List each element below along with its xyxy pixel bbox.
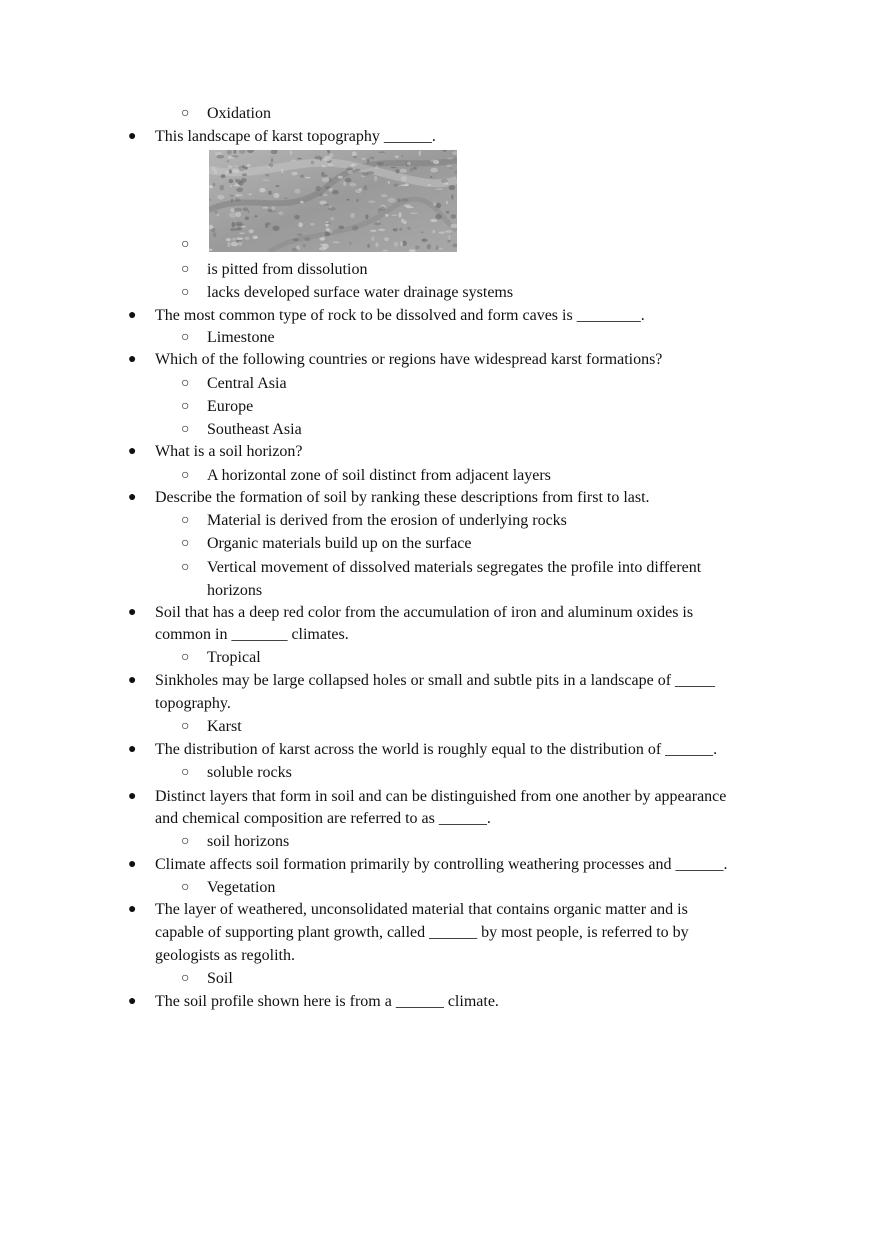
karst-pit bbox=[350, 213, 355, 218]
karst-pit bbox=[234, 208, 242, 211]
karst-pit bbox=[401, 218, 404, 223]
karst-pit bbox=[271, 158, 273, 163]
karst-pit bbox=[230, 228, 238, 231]
karst-pit bbox=[394, 242, 399, 247]
karst-pit bbox=[347, 199, 350, 201]
karst-pit bbox=[235, 222, 242, 227]
karst-pit bbox=[419, 151, 421, 156]
karst-pit bbox=[383, 250, 388, 252]
question-text: This landscape of karst topography ______. bbox=[155, 128, 436, 145]
answer-text: Vertical movement of dissolved materials segregates the profile into different bbox=[207, 559, 702, 576]
karst-pit bbox=[364, 185, 368, 190]
karst-pit bbox=[451, 214, 457, 219]
karst-pit bbox=[328, 163, 334, 166]
karst-pit bbox=[230, 195, 234, 197]
karst-pit bbox=[421, 239, 427, 242]
karst-pit bbox=[262, 207, 268, 209]
karst-pit bbox=[371, 236, 374, 241]
sub-bullet: ○ bbox=[181, 765, 190, 780]
karst-pit bbox=[362, 158, 366, 160]
karst-pit bbox=[338, 225, 344, 229]
karst-pit bbox=[235, 179, 237, 183]
karst-pit bbox=[242, 226, 246, 228]
karst-pit bbox=[352, 226, 358, 231]
karst-pit bbox=[407, 162, 411, 165]
karst-pit bbox=[367, 159, 370, 163]
karst-pit bbox=[436, 245, 439, 250]
karst-pit bbox=[332, 190, 339, 195]
karst-pit bbox=[430, 219, 437, 222]
karst-pit bbox=[343, 181, 346, 186]
sub-bullet: ○ bbox=[181, 237, 190, 252]
karst-pit bbox=[388, 198, 396, 203]
karst-pit bbox=[234, 165, 237, 167]
sub-bullet: ○ bbox=[181, 106, 190, 121]
sub-bullet: ○ bbox=[181, 834, 190, 849]
karst-pit bbox=[338, 176, 343, 179]
karst-pit bbox=[227, 242, 230, 247]
karst-pit bbox=[329, 178, 331, 182]
karst-pit bbox=[446, 201, 448, 204]
karst-pit bbox=[296, 246, 300, 250]
answer-text: Oxidation bbox=[207, 105, 271, 122]
sub-bullet: ○ bbox=[181, 560, 190, 575]
karst-pit bbox=[253, 236, 258, 240]
sub-bullet: ○ bbox=[181, 513, 190, 528]
karst-pit bbox=[388, 181, 390, 185]
karst-pit bbox=[427, 244, 431, 249]
question-text-cont: and chemical composition are referred to as ______. bbox=[155, 810, 491, 827]
question-text: The layer of weathered, unconsolidated material that contains organic matter and is bbox=[155, 901, 688, 918]
karst-pit bbox=[367, 244, 370, 248]
karst-pit bbox=[370, 230, 377, 232]
answer-text: Karst bbox=[207, 718, 242, 735]
karst-pit bbox=[245, 237, 250, 240]
answer-text: A horizontal zone of soil distinct from adjacent layers bbox=[207, 467, 551, 484]
karst-pit bbox=[271, 206, 275, 211]
karst-pit bbox=[229, 169, 232, 173]
karst-pit bbox=[399, 228, 402, 231]
question-text-cont: capable of supporting plant growth, called ______ by most people, is referred to by bbox=[155, 924, 689, 941]
question-text: What is a soil horizon? bbox=[155, 443, 303, 460]
karst-pit bbox=[435, 214, 442, 220]
karst-pit bbox=[225, 171, 228, 175]
karst-pit bbox=[231, 208, 235, 212]
sub-bullet: ○ bbox=[181, 376, 190, 391]
karst-pit bbox=[272, 226, 279, 231]
karst-pit bbox=[366, 171, 374, 174]
karst-pit bbox=[213, 183, 216, 187]
karst-pit bbox=[235, 194, 243, 196]
karst-pit bbox=[433, 160, 439, 164]
karst-pit bbox=[449, 185, 455, 190]
karst-pit bbox=[375, 243, 378, 248]
question-text: Sinkholes may be large collapsed holes or small and subtle pits in a landscape of _____ bbox=[155, 672, 716, 689]
karst-pit bbox=[436, 188, 444, 190]
karst-pit bbox=[451, 195, 453, 200]
question-text-cont: common in _______ climates. bbox=[155, 626, 349, 643]
karst-pit bbox=[221, 174, 226, 178]
karst-pit bbox=[284, 197, 287, 199]
karst-pit bbox=[297, 234, 302, 236]
karst-pit bbox=[239, 233, 245, 235]
karst-pit bbox=[400, 241, 403, 246]
karst-pit bbox=[311, 161, 315, 165]
karst-pit bbox=[281, 169, 283, 173]
answer-text: Southeast Asia bbox=[207, 421, 302, 438]
sub-bullet: ○ bbox=[181, 536, 190, 551]
sub-bullet: ○ bbox=[181, 719, 190, 734]
karst-pit bbox=[226, 238, 232, 241]
answer-text: lacks developed surface water drainage systems bbox=[207, 284, 514, 301]
answer-text-cont: horizons bbox=[207, 582, 263, 599]
karst-pit bbox=[236, 212, 242, 217]
karst-pit bbox=[237, 227, 242, 230]
karst-pit bbox=[400, 184, 408, 186]
sub-bullet: ○ bbox=[181, 971, 190, 986]
karst-pit bbox=[233, 169, 240, 173]
karst-pit bbox=[349, 183, 356, 187]
sub-bullet: ○ bbox=[181, 880, 190, 895]
bullet: ● bbox=[128, 129, 137, 144]
karst-pit bbox=[294, 215, 299, 220]
karst-pit bbox=[231, 199, 233, 203]
karst-pit bbox=[247, 210, 249, 214]
sub-bullet: ○ bbox=[181, 262, 190, 277]
karst-pit bbox=[231, 242, 238, 247]
karst-pit bbox=[232, 222, 236, 227]
karst-pit bbox=[320, 244, 326, 246]
karst-pit bbox=[401, 176, 407, 181]
karst-pit bbox=[407, 227, 410, 231]
bullet: ● bbox=[128, 444, 137, 459]
bullet: ● bbox=[128, 902, 137, 917]
karst-pit bbox=[217, 155, 225, 159]
karst-pit bbox=[236, 194, 238, 196]
karst-pit bbox=[300, 201, 304, 204]
karst-pit bbox=[278, 211, 283, 215]
karst-pit bbox=[398, 198, 401, 202]
karst-pit bbox=[447, 158, 454, 160]
karst-pit bbox=[290, 151, 292, 156]
karst-pit bbox=[249, 193, 252, 195]
karst-pit bbox=[359, 188, 362, 190]
karst-pit bbox=[430, 176, 432, 178]
question-text: Distinct layers that form in soil and can be distinguished from one another by appearance bbox=[155, 788, 727, 805]
karst-landscape-image bbox=[209, 150, 457, 252]
karst-pit bbox=[265, 174, 269, 177]
karst-pit bbox=[303, 244, 306, 248]
karst-pit bbox=[441, 179, 448, 183]
karst-pit bbox=[374, 222, 381, 225]
karst-pit bbox=[399, 169, 407, 173]
karst-pit bbox=[351, 164, 356, 167]
karst-pit bbox=[294, 189, 300, 194]
karst-pit bbox=[304, 237, 310, 241]
sub-bullet: ○ bbox=[181, 422, 190, 437]
bullet: ● bbox=[128, 789, 137, 804]
bullet: ● bbox=[128, 352, 137, 367]
karst-pit bbox=[329, 188, 333, 192]
karst-pit bbox=[392, 215, 397, 217]
karst-pit bbox=[243, 207, 248, 211]
karst-pit bbox=[310, 223, 314, 226]
karst-pit bbox=[232, 238, 235, 241]
karst-pit bbox=[378, 151, 385, 153]
karst-pit bbox=[230, 185, 232, 187]
karst-pit bbox=[377, 162, 384, 166]
karst-pit bbox=[449, 167, 452, 169]
karst-pit bbox=[448, 235, 450, 240]
karst-pit bbox=[401, 155, 403, 157]
karst-pit bbox=[323, 204, 329, 206]
question-text: The distribution of karst across the world is roughly equal to the distribution of ______. bbox=[155, 741, 718, 758]
karst-pit bbox=[346, 167, 353, 170]
answer-text: Europe bbox=[207, 398, 254, 415]
karst-pit bbox=[269, 163, 274, 167]
karst-pit bbox=[229, 212, 237, 218]
karst-pit bbox=[380, 206, 386, 211]
karst-pit bbox=[332, 242, 340, 244]
bullet: ● bbox=[128, 994, 137, 1009]
karst-pit bbox=[345, 178, 352, 183]
karst-pit bbox=[215, 211, 218, 214]
answer-text: Central Asia bbox=[207, 375, 287, 392]
answer-text: soil horizons bbox=[207, 833, 290, 850]
question-text: The most common type of rock to be dissolved and form caves is ________. bbox=[155, 307, 645, 324]
karst-pit bbox=[263, 179, 270, 181]
question-text: The soil profile shown here is from a ______ climate. bbox=[155, 993, 499, 1010]
karst-pit bbox=[325, 223, 332, 225]
karst-pit bbox=[226, 160, 229, 162]
answer-text: is pitted from dissolution bbox=[207, 261, 368, 278]
karst-pit bbox=[428, 184, 431, 187]
bullet: ● bbox=[128, 742, 137, 757]
karst-pit bbox=[234, 184, 240, 186]
karst-pit bbox=[321, 165, 326, 168]
karst-pit bbox=[300, 175, 304, 178]
karst-pit bbox=[374, 176, 377, 182]
bullet: ● bbox=[128, 605, 137, 620]
karst-pit bbox=[375, 165, 378, 169]
karst-pit bbox=[217, 214, 220, 216]
karst-pit bbox=[394, 184, 400, 187]
karst-pit bbox=[391, 167, 397, 169]
karst-pit bbox=[365, 214, 368, 219]
answer-text: Material is derived from the erosion of underlying rocks bbox=[207, 512, 567, 529]
karst-pit bbox=[242, 165, 245, 168]
answer-text: Organic materials build up on the surface bbox=[207, 535, 472, 552]
karst-pit bbox=[353, 156, 357, 158]
karst-pit bbox=[326, 228, 330, 232]
karst-pit bbox=[331, 217, 335, 220]
karst-pit bbox=[254, 215, 258, 217]
karst-pit bbox=[298, 222, 303, 227]
karst-photo bbox=[209, 150, 457, 252]
karst-pit bbox=[228, 157, 235, 159]
karst-pit bbox=[219, 185, 224, 191]
karst-pit bbox=[290, 160, 296, 162]
karst-pit bbox=[235, 198, 241, 202]
sub-bullet: ○ bbox=[181, 399, 190, 414]
karst-pit bbox=[322, 237, 325, 241]
question-text-cont: geologists as regolith. bbox=[155, 947, 295, 964]
karst-pit bbox=[378, 229, 385, 232]
karst-pit bbox=[236, 188, 243, 193]
karst-pit bbox=[324, 156, 331, 161]
karst-pit bbox=[293, 239, 299, 242]
karst-pit bbox=[436, 203, 441, 208]
karst-pit bbox=[245, 217, 249, 221]
karst-pit bbox=[322, 178, 330, 183]
karst-pit bbox=[347, 170, 353, 174]
sub-bullet: ○ bbox=[181, 650, 190, 665]
karst-pit bbox=[421, 232, 424, 234]
karst-pit bbox=[328, 207, 336, 211]
karst-pit bbox=[352, 151, 357, 156]
karst-pit bbox=[396, 169, 400, 173]
question-text: Climate affects soil formation primarily by controlling weathering processes and ______. bbox=[155, 856, 728, 873]
karst-pit bbox=[305, 177, 311, 179]
answer-text: Limestone bbox=[207, 329, 275, 346]
karst-pit bbox=[413, 167, 417, 170]
karst-pit bbox=[321, 172, 324, 175]
karst-pit bbox=[273, 193, 279, 198]
karst-pit bbox=[323, 194, 327, 196]
karst-pit bbox=[433, 230, 435, 233]
karst-pit bbox=[356, 199, 359, 202]
bullet: ● bbox=[128, 490, 137, 505]
sub-bullet: ○ bbox=[181, 330, 190, 345]
karst-pit bbox=[276, 185, 280, 187]
karst-pit bbox=[217, 195, 224, 200]
karst-pit bbox=[384, 237, 389, 241]
karst-pit bbox=[229, 179, 234, 183]
karst-pit bbox=[370, 157, 375, 160]
karst-pit bbox=[236, 237, 243, 240]
karst-pit bbox=[393, 228, 398, 231]
karst-pit bbox=[398, 212, 401, 217]
karst-pit bbox=[415, 246, 419, 250]
karst-pit bbox=[439, 231, 446, 234]
answer-text: Vegetation bbox=[207, 879, 276, 896]
karst-pit bbox=[266, 222, 272, 225]
answer-text: soluble rocks bbox=[207, 764, 292, 781]
karst-pit bbox=[430, 168, 438, 173]
answer-text: Soil bbox=[207, 970, 233, 987]
karst-pit bbox=[368, 200, 375, 203]
question-text: Which of the following countries or regions have widespread karst formations? bbox=[155, 351, 663, 368]
karst-pit bbox=[401, 198, 408, 202]
question-text-cont: topography. bbox=[155, 695, 231, 712]
bullet: ● bbox=[128, 857, 137, 872]
karst-pit bbox=[446, 211, 450, 214]
question-text: Soil that has a deep red color from the accumulation of iron and aluminum oxides is bbox=[155, 604, 694, 621]
karst-pit bbox=[211, 228, 216, 232]
sub-bullet: ○ bbox=[181, 468, 190, 483]
karst-pit bbox=[241, 178, 247, 182]
karst-pit bbox=[259, 188, 265, 193]
karst-pit bbox=[245, 167, 248, 170]
karst-pit bbox=[439, 248, 443, 250]
karst-pit bbox=[355, 169, 360, 171]
karst-pit bbox=[404, 204, 411, 207]
karst-pit bbox=[247, 164, 251, 167]
karst-pit bbox=[214, 169, 218, 174]
karst-pit bbox=[445, 230, 453, 233]
karst-pit bbox=[385, 214, 389, 217]
karst-pit bbox=[447, 165, 452, 167]
karst-pit bbox=[213, 233, 217, 238]
karst-pit bbox=[242, 174, 247, 177]
karst-pit bbox=[314, 156, 322, 160]
bullet: ● bbox=[128, 673, 137, 688]
karst-pit bbox=[249, 229, 254, 233]
karst-pit bbox=[319, 194, 323, 197]
karst-pit bbox=[297, 158, 302, 160]
question-text: Describe the formation of soil by ranking these descriptions from first to last. bbox=[155, 489, 650, 506]
karst-pit bbox=[395, 155, 399, 158]
karst-pit bbox=[214, 152, 222, 156]
karst-pit bbox=[315, 186, 320, 191]
karst-pit bbox=[447, 240, 450, 242]
karst-pit bbox=[291, 172, 297, 176]
karst-pit bbox=[410, 168, 412, 173]
sub-bullet: ○ bbox=[181, 285, 190, 300]
karst-pit bbox=[410, 212, 418, 214]
karst-pit bbox=[349, 242, 351, 245]
karst-pit bbox=[228, 165, 233, 168]
karst-pit bbox=[238, 241, 243, 246]
bullet: ● bbox=[128, 308, 137, 323]
answer-text: Tropical bbox=[207, 649, 261, 666]
karst-pit bbox=[268, 191, 272, 195]
karst-pit bbox=[381, 194, 387, 197]
